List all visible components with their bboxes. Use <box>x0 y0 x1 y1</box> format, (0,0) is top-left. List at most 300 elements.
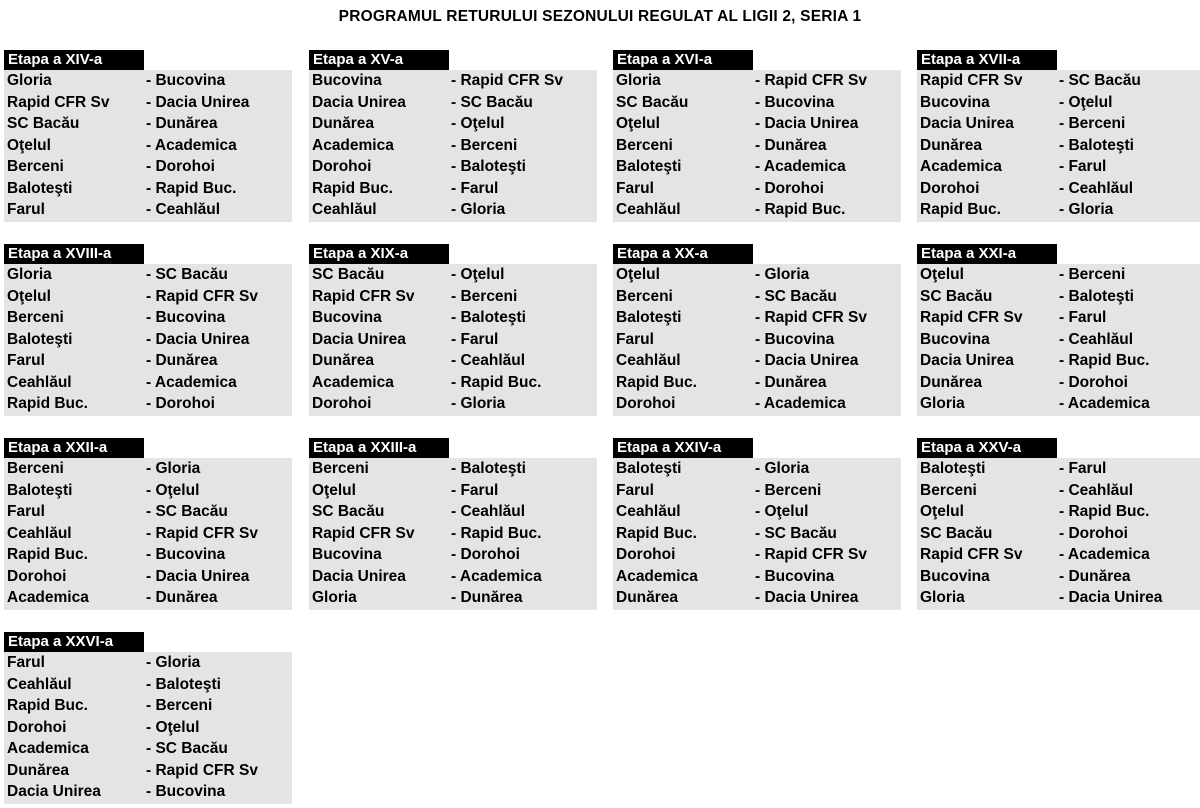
home-team: Academica <box>312 136 394 154</box>
home-team: Dacia Unirea <box>312 93 406 111</box>
match-row <box>917 286 1200 308</box>
away-team: - Bucovina <box>146 309 226 326</box>
match-row <box>4 544 292 566</box>
home-team: Oţelul <box>7 287 51 305</box>
away-team: - Bucovina <box>146 783 226 800</box>
match-row <box>4 738 292 760</box>
home-team: Academica <box>7 740 89 757</box>
home-team: Rapid Buc. <box>616 524 697 542</box>
match-list <box>309 458 597 610</box>
home-team: Dunărea <box>312 115 375 132</box>
away-team: - Ceahlăul <box>1059 179 1134 197</box>
match-row <box>4 156 292 178</box>
home-team: Farul <box>7 654 45 671</box>
home-team: Rapid Buc. <box>7 546 88 563</box>
match-row <box>917 523 1200 545</box>
round-header: Etapa a XIV-a <box>4 50 144 70</box>
away-team: - Berceni <box>1059 115 1126 132</box>
home-team: Dorohoi <box>312 158 372 175</box>
home-team: Gloria <box>616 72 661 89</box>
home-team: SC Bacău <box>312 503 385 520</box>
home-team: Berceni <box>7 309 64 326</box>
home-team: Dunărea <box>920 136 983 154</box>
match-list <box>4 264 292 416</box>
match-list <box>4 458 292 610</box>
home-team: Academica <box>616 567 698 585</box>
home-team: Dunărea <box>7 761 70 779</box>
round-block <box>917 50 1200 222</box>
away-team: - Oţelul <box>451 115 505 132</box>
away-team: - Dorohoi <box>146 395 215 412</box>
round-header: Etapa a XVII-a <box>917 50 1057 70</box>
home-team: Berceni <box>616 287 673 305</box>
round-header: Etapa a XV-a <box>309 50 449 70</box>
round-header: Etapa a XXII-a <box>4 438 144 458</box>
round-block <box>917 438 1200 610</box>
away-team: - Gloria <box>146 460 201 477</box>
home-team: Dacia Unirea <box>7 783 101 800</box>
match-row <box>917 393 1200 415</box>
round-header: Etapa a XVIII-a <box>4 244 144 264</box>
round-header: Etapa a XVI-a <box>613 50 753 70</box>
match-row <box>613 307 901 329</box>
away-team: - Dacia Unirea <box>1059 589 1163 606</box>
match-row <box>309 135 597 157</box>
home-team: Dacia Unirea <box>920 115 1014 132</box>
match-row <box>613 566 901 588</box>
match-row <box>4 178 292 200</box>
match-row <box>309 329 597 351</box>
round-header: Etapa a XIX-a <box>309 244 449 264</box>
away-team: - Dorohoi <box>1059 373 1128 391</box>
away-team: - Rapid CFR Sv <box>755 72 867 89</box>
home-team: Dunărea <box>920 373 983 391</box>
match-row <box>4 113 292 135</box>
away-team: - Dacia Unirea <box>755 352 859 369</box>
away-team: - Academica <box>755 158 846 175</box>
away-team: - Oţelul <box>1059 93 1113 111</box>
away-team: - Academica <box>1059 546 1150 563</box>
away-team: - Bucovina <box>146 546 226 563</box>
match-list <box>4 70 292 222</box>
match-row <box>613 523 901 545</box>
match-row <box>917 587 1200 609</box>
away-team: - Dacia Unirea <box>146 567 250 585</box>
match-row <box>309 113 597 135</box>
home-team: Rapid CFR Sv <box>7 93 110 111</box>
home-team: Oţelul <box>920 503 964 520</box>
away-team: - SC Bacău <box>146 266 228 283</box>
home-team: Gloria <box>920 589 965 606</box>
away-team: - Dunărea <box>146 115 218 132</box>
home-team: Dacia Unirea <box>312 567 406 585</box>
home-team: Academica <box>312 373 394 391</box>
match-row <box>613 501 901 523</box>
home-team: Oţelul <box>920 266 964 283</box>
away-team: - Dorohoi <box>755 179 824 197</box>
round-block <box>309 50 597 222</box>
round-header: Etapa a XXIV-a <box>613 438 753 458</box>
match-row <box>309 307 597 329</box>
away-team: - Gloria <box>1059 201 1114 218</box>
home-team: Bucovina <box>920 330 990 348</box>
away-team: - Academica <box>1059 395 1150 412</box>
match-row <box>309 480 597 502</box>
match-row <box>309 501 597 523</box>
match-row <box>4 760 292 782</box>
round-header: Etapa a XXI-a <box>917 244 1057 264</box>
home-team: Farul <box>7 352 45 369</box>
away-team: - Farul <box>1059 158 1107 175</box>
away-team: - Baloteşti <box>451 158 526 175</box>
home-team: Farul <box>616 481 654 499</box>
home-team: SC Bacău <box>312 266 385 283</box>
away-team: - Dunărea <box>1059 567 1131 585</box>
away-team: - Farul <box>451 481 499 499</box>
match-row <box>4 286 292 308</box>
away-team: - Gloria <box>451 395 506 412</box>
match-row <box>309 350 597 372</box>
home-team: Farul <box>7 503 45 520</box>
match-row <box>917 458 1200 480</box>
away-team: - Farul <box>1059 309 1107 326</box>
match-row <box>917 92 1200 114</box>
home-team: Berceni <box>7 158 64 175</box>
home-team: Rapid Buc. <box>7 395 88 412</box>
home-team: Dorohoi <box>616 395 676 412</box>
match-row <box>613 480 901 502</box>
home-team: Oţelul <box>312 481 356 499</box>
match-row <box>917 329 1200 351</box>
away-team: - Dacia Unirea <box>755 115 859 132</box>
match-row <box>4 781 292 803</box>
match-row <box>917 113 1200 135</box>
match-row <box>613 178 901 200</box>
match-row <box>917 307 1200 329</box>
away-team: - Berceni <box>146 697 213 714</box>
home-team: Farul <box>616 330 654 348</box>
home-team: Dacia Unirea <box>312 330 406 348</box>
match-row <box>309 587 597 609</box>
home-team: Bucovina <box>920 567 990 585</box>
match-row <box>613 286 901 308</box>
away-team: - Dacia Unirea <box>146 93 250 111</box>
home-team: Farul <box>7 201 45 218</box>
away-team: - Baloteşti <box>451 460 526 477</box>
match-row <box>4 480 292 502</box>
home-team: Gloria <box>7 266 52 283</box>
home-team: Oţelul <box>7 136 51 154</box>
round-block <box>613 50 901 222</box>
match-row <box>309 70 597 92</box>
home-team: Ceahlăul <box>616 352 681 369</box>
home-team: Rapid Buc. <box>7 697 88 714</box>
match-list <box>917 264 1200 416</box>
away-team: - Bucovina <box>755 330 835 348</box>
home-team: Academica <box>920 158 1002 175</box>
match-row <box>4 523 292 545</box>
away-team: - SC Bacău <box>146 740 228 757</box>
home-team: SC Bacău <box>920 287 993 305</box>
away-team: - Baloteşti <box>1059 287 1134 305</box>
match-row <box>917 480 1200 502</box>
match-row <box>309 523 597 545</box>
away-team: - Bucovina <box>146 72 226 89</box>
match-row <box>613 393 901 415</box>
away-team: - SC Bacău <box>755 287 837 305</box>
away-team: - Dunărea <box>146 352 218 369</box>
home-team: Dorohoi <box>616 546 676 563</box>
home-team: Bucovina <box>312 72 382 89</box>
home-team: Berceni <box>616 136 673 154</box>
match-row <box>4 307 292 329</box>
away-team: - Dunărea <box>755 136 827 154</box>
away-team: - Dorohoi <box>146 158 215 175</box>
match-row <box>309 458 597 480</box>
match-row <box>4 566 292 588</box>
match-row <box>917 566 1200 588</box>
home-team: Dunărea <box>616 589 679 606</box>
away-team: - SC Bacău <box>1059 72 1141 89</box>
match-row <box>4 393 292 415</box>
match-row <box>4 199 292 221</box>
home-team: Baloteşti <box>616 158 682 175</box>
home-team: Rapid Buc. <box>312 179 393 197</box>
match-row <box>917 70 1200 92</box>
home-team: Dacia Unirea <box>920 352 1014 369</box>
away-team: - Rapid CFR Sv <box>755 546 867 563</box>
home-team: Rapid CFR Sv <box>920 72 1023 89</box>
page-title: PROGRAMUL RETURULUI SEZONULUI REGULAT AL LIGII 2, SERIA 1 <box>338 8 862 25</box>
round-header: Etapa a XXIII-a <box>309 438 449 458</box>
home-team: SC Bacău <box>7 115 80 132</box>
home-team: Bucovina <box>312 309 382 326</box>
match-row <box>4 695 292 717</box>
home-team: Ceahlăul <box>7 524 72 542</box>
match-row <box>613 135 901 157</box>
match-row <box>4 587 292 609</box>
away-team: - Baloteşti <box>1059 136 1134 154</box>
away-team: - Rapid Buc. <box>1059 503 1150 520</box>
home-team: Gloria <box>7 72 52 89</box>
round-block <box>309 438 597 610</box>
match-list <box>613 458 901 610</box>
away-team: - Ceahlăul <box>451 503 526 520</box>
home-team: Dorohoi <box>920 179 980 197</box>
home-team: SC Bacău <box>616 93 689 111</box>
match-row <box>917 350 1200 372</box>
home-team: Academica <box>7 589 89 606</box>
away-team: - Gloria <box>451 201 506 218</box>
away-team: - Oţelul <box>146 718 200 736</box>
home-team: Baloteşti <box>920 460 986 477</box>
match-row <box>4 92 292 114</box>
match-row <box>309 372 597 394</box>
round-header: Etapa a XXVI-a <box>4 632 144 652</box>
match-list <box>4 652 292 804</box>
match-row <box>4 717 292 739</box>
match-row <box>613 264 901 286</box>
away-team: - Rapid Buc. <box>451 524 542 542</box>
match-row <box>917 135 1200 157</box>
away-team: - Dacia Unirea <box>146 330 250 348</box>
match-row <box>613 458 901 480</box>
away-team: - Rapid CFR Sv <box>755 309 867 326</box>
round-block <box>4 632 292 804</box>
home-team: Rapid CFR Sv <box>312 287 415 305</box>
match-list <box>613 70 901 222</box>
round-block <box>613 244 901 416</box>
home-team: Berceni <box>312 460 369 477</box>
round-block <box>4 244 292 416</box>
away-team: - Ceahlăul <box>451 352 526 369</box>
match-row <box>917 199 1200 221</box>
match-list <box>309 264 597 416</box>
home-team: Ceahlăul <box>312 201 377 218</box>
away-team: - Gloria <box>755 460 810 477</box>
away-team: - Academica <box>451 567 542 585</box>
away-team: - Ceahlăul <box>146 201 221 218</box>
away-team: - SC Bacău <box>755 524 837 542</box>
home-team: Gloria <box>312 589 357 606</box>
home-team: Dorohoi <box>7 718 67 736</box>
away-team: - Ceahlăul <box>1059 481 1134 499</box>
home-team: Rapid Buc. <box>616 373 697 391</box>
away-team: - Farul <box>451 330 499 348</box>
away-team: - Academica <box>755 395 846 412</box>
match-row <box>4 264 292 286</box>
round-block <box>4 50 292 222</box>
home-team: Baloteşti <box>7 179 73 197</box>
away-team: - Rapid CFR Sv <box>451 72 563 89</box>
match-list <box>309 70 597 222</box>
away-team: - Baloteşti <box>146 675 221 693</box>
away-team: - Farul <box>1059 460 1107 477</box>
match-row <box>4 70 292 92</box>
match-row <box>309 199 597 221</box>
match-row <box>4 501 292 523</box>
home-team: Baloteşti <box>7 330 73 348</box>
match-row <box>4 458 292 480</box>
away-team: - Rapid CFR Sv <box>146 524 258 542</box>
match-row <box>309 178 597 200</box>
match-row <box>613 372 901 394</box>
match-list <box>917 458 1200 610</box>
round-block <box>309 244 597 416</box>
match-row <box>613 329 901 351</box>
home-team: Dorohoi <box>7 567 67 585</box>
home-team: Rapid CFR Sv <box>312 524 415 542</box>
away-team: - Farul <box>451 179 499 197</box>
away-team: - Berceni <box>755 481 822 499</box>
away-team: - Rapid Buc. <box>451 373 542 391</box>
away-team: - Dunărea <box>146 589 218 606</box>
match-row <box>917 264 1200 286</box>
match-row <box>613 92 901 114</box>
match-row <box>309 264 597 286</box>
home-team: Berceni <box>920 481 977 499</box>
match-row <box>309 393 597 415</box>
home-team: Baloteşti <box>616 460 682 477</box>
match-row <box>309 92 597 114</box>
away-team: - Rapid Buc. <box>146 179 237 197</box>
match-row <box>4 135 292 157</box>
match-row <box>613 587 901 609</box>
match-row <box>613 70 901 92</box>
away-team: - Dacia Unirea <box>755 589 859 606</box>
away-team: - Baloteşti <box>451 309 526 326</box>
away-team: - Berceni <box>451 136 518 154</box>
match-row <box>613 199 901 221</box>
round-block <box>613 438 901 610</box>
home-team: Ceahlăul <box>616 503 681 520</box>
away-team: - Academica <box>146 136 237 154</box>
away-team: - Dunărea <box>755 373 827 391</box>
home-team: Rapid CFR Sv <box>920 546 1023 563</box>
round-block <box>917 244 1200 416</box>
match-list <box>917 70 1200 222</box>
match-row <box>613 350 901 372</box>
away-team: - SC Bacău <box>451 93 533 111</box>
match-row <box>4 652 292 674</box>
home-team: Ceahlăul <box>7 675 72 693</box>
match-row <box>917 544 1200 566</box>
match-row <box>4 674 292 696</box>
away-team: - Ceahlăul <box>1059 330 1134 348</box>
away-team: - SC Bacău <box>146 503 228 520</box>
away-team: - Rapid CFR Sv <box>146 287 258 305</box>
home-team: Gloria <box>920 395 965 412</box>
home-team: Ceahlăul <box>7 373 72 391</box>
away-team: - Oţelul <box>451 266 505 283</box>
round-header: Etapa a XXV-a <box>917 438 1057 458</box>
home-team: Ceahlăul <box>616 201 681 218</box>
away-team: - Academica <box>146 373 237 391</box>
away-team: - Dorohoi <box>451 546 520 563</box>
home-team: Oţelul <box>616 266 660 283</box>
home-team: Dorohoi <box>312 395 372 412</box>
home-team: Baloteşti <box>616 309 682 326</box>
away-team: - Oţelul <box>755 503 809 520</box>
away-team: - Rapid Buc. <box>1059 352 1150 369</box>
match-row <box>613 113 901 135</box>
match-row <box>917 372 1200 394</box>
home-team: Rapid CFR Sv <box>920 309 1023 326</box>
away-team: - Oţelul <box>146 481 200 499</box>
away-team: - Dunărea <box>451 589 523 606</box>
home-team: Oţelul <box>616 115 660 132</box>
match-row <box>917 501 1200 523</box>
away-team: - Gloria <box>755 266 810 283</box>
match-row <box>309 566 597 588</box>
away-team: - Rapid Buc. <box>755 201 846 218</box>
match-row <box>309 156 597 178</box>
round-block <box>4 438 292 610</box>
away-team: - Dorohoi <box>1059 524 1128 542</box>
match-row <box>4 372 292 394</box>
away-team: - Rapid CFR Sv <box>146 761 258 779</box>
round-header: Etapa a XX-a <box>613 244 753 264</box>
match-row <box>613 156 901 178</box>
home-team: Rapid Buc. <box>920 201 1001 218</box>
match-row <box>4 350 292 372</box>
home-team: SC Bacău <box>920 524 993 542</box>
away-team: - Berceni <box>1059 266 1126 283</box>
home-team: Berceni <box>7 460 64 477</box>
home-team: Farul <box>616 179 654 197</box>
away-team: - Bucovina <box>755 93 835 111</box>
match-row <box>917 156 1200 178</box>
